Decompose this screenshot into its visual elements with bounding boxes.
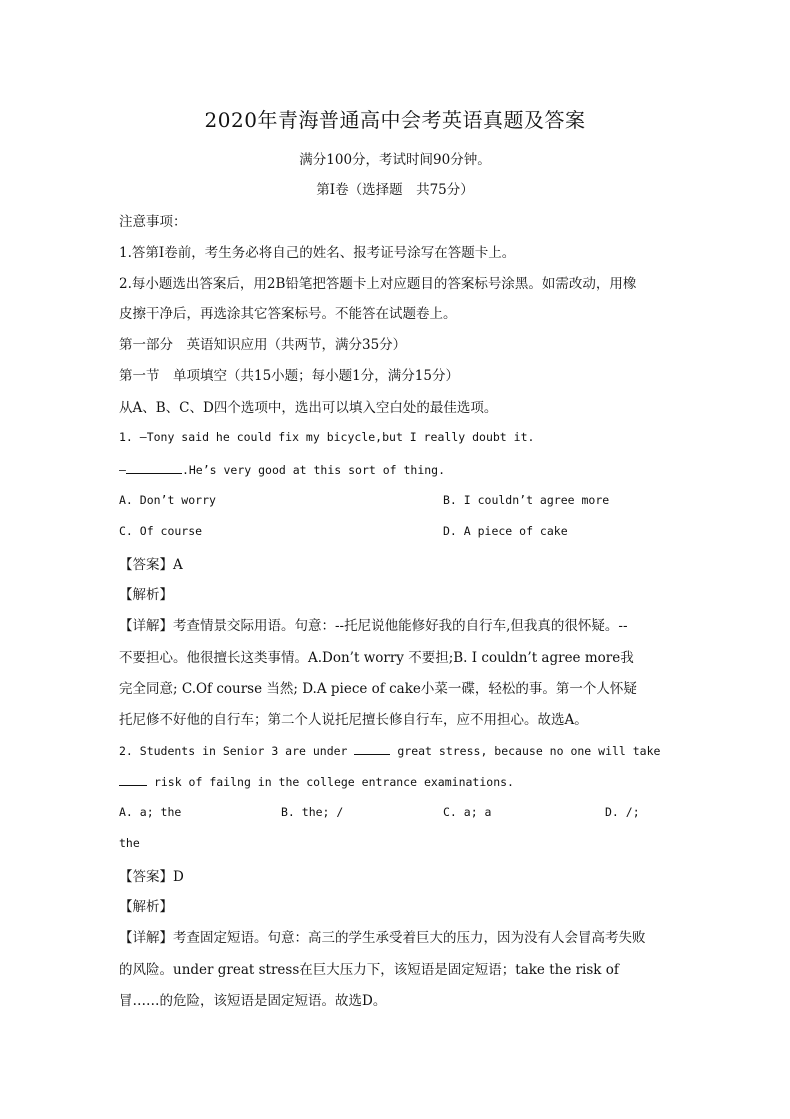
q2-option-c: C. a; a	[443, 805, 492, 819]
q1-detail-3: 完全同意; C.Of course 当然; D.A piece of cake小菜一碟，轻松的事。第一个人怀疑	[119, 681, 637, 697]
q1-answer: 【答案】A	[119, 557, 183, 573]
q1-dash: —	[119, 463, 126, 477]
q1-option-a: A. Don’t worry	[119, 493, 216, 507]
q1-detail-2: 不要担心。他很擅长这类事情。A.Don’t worry 不要担;B. I couldn’t agree more我	[119, 650, 634, 666]
part1-heading: 第一部分 英语知识应用（共两节，满分35分）	[119, 337, 407, 353]
q2-stem-1	[119, 742, 679, 758]
q2-blank-2	[119, 773, 147, 786]
q1-detail-4: 托尼修不好他的自行车；第二个人说托尼擅长修自行车，应不用担心。故选A。	[119, 712, 588, 728]
q1-stem-2	[119, 461, 679, 477]
q1-option-d: D. A piece of cake	[443, 524, 568, 538]
instruction: 从A、B、C、D四个选项中，选出可以填入空白处的最佳选项。	[119, 400, 498, 416]
q2-detail-1: 【详解】考查固定短语。句意：高三的学生承受着巨大的压力，因为没有人会冒高考失败	[119, 930, 646, 946]
score-line: 满分100分，考试时间90分钟。	[299, 152, 491, 168]
note-2b: 皮擦干净后，再选涂其它答案标号。不能答在试题卷上。	[119, 306, 457, 322]
page-title: 2020年青海普通高中会考英语真题及答案	[204, 108, 586, 132]
q2-option-a: A. a; the	[119, 805, 182, 819]
notes-heading: 注意事项：	[119, 214, 187, 230]
note-1: 1.答第I卷前，考生务必将自己的姓名、报考证号涂写在答题卡上。	[119, 245, 516, 261]
q2-option-d-cont: the	[119, 836, 140, 850]
q1-option-b: B. I couldn’t agree more	[443, 493, 610, 507]
section1-heading: 第一节 单项填空（共15小题；每小题1分，满分15分）	[119, 368, 459, 384]
volume-line: 第I卷（选择题 共75分）	[316, 182, 474, 198]
q2-stem-1-post: great stress, because no one will take	[397, 744, 661, 758]
q2-stem-2-text: risk of failng in the college entrance examinations.	[153, 775, 514, 789]
q1-blank	[126, 461, 182, 474]
q2-stem-2	[119, 773, 679, 789]
q1-option-c: C. Of course	[119, 524, 203, 538]
q2-stem-1-pre: 2. Students in Senior 3 are under	[119, 744, 348, 758]
note-2a: 2.每小题选出答案后，用2B铅笔把答题卡上对应题目的答案标号涂黑。如需改动，用橡	[119, 276, 637, 292]
q2-analysis: 【解析】	[119, 899, 173, 915]
q2-answer: 【答案】D	[119, 869, 184, 885]
q2-option-b: B. the; /	[281, 805, 344, 819]
q2-detail-2: 的风险。under great stress在巨大压力下，该短语是固定短语；take the risk of	[119, 962, 619, 978]
q2-blank-1	[354, 742, 390, 755]
q1-stem-1: 1. —Tony said he could fix my bicycle,but I really doubt it.	[119, 430, 535, 444]
q1-detail-1: 【详解】考查情景交际用语。句意：--托尼说他能修好我的自行车,但我真的很怀疑。--	[119, 618, 628, 634]
q2-option-d: D. /;	[605, 805, 640, 819]
q2-detail-3: 冒……的危险，该短语是固定短语。故选D。	[119, 993, 387, 1009]
q1-analysis: 【解析】	[119, 587, 173, 603]
q1-stem-2-text: .He’s very good at this sort of thing.	[181, 463, 446, 477]
